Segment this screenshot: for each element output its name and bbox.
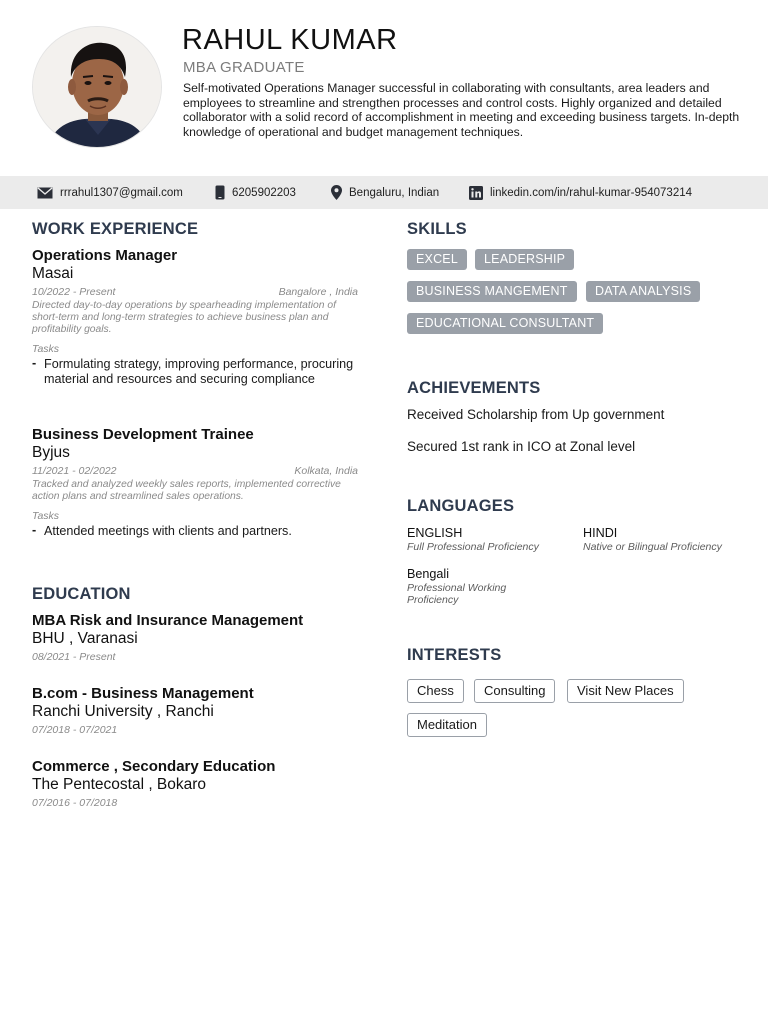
task-item: - Attended meetings with clients and partners.: [32, 524, 362, 539]
education-entry: [32, 685, 362, 736]
languages-heading: LANGUAGES: [407, 497, 515, 515]
degree-title: MBA Risk and Insurance Management: [32, 612, 304, 629]
achievements-heading: ACHIEVEMENTS: [407, 379, 541, 397]
language-name: Bengali: [407, 567, 450, 581]
job-description: Directed day-to-day operations by spearheading implementation of short-term and long-term strategies to achieve business plan and profitability goals.: [32, 300, 336, 335]
phone-text: 6205902203: [232, 186, 296, 199]
job-location: Kolkata, India: [294, 465, 358, 477]
interest-tag: Chess: [407, 679, 464, 703]
profile-photo: [32, 26, 162, 148]
skill-tag: BUSINESS MANGEMENT: [407, 281, 577, 302]
email-text: rrrahul1307@gmail.com: [60, 186, 183, 199]
language-proficiency: Native or Bilingual Proficiency: [583, 541, 722, 553]
candidate-title: MBA GRADUATE: [183, 59, 305, 76]
interest-tag: Consulting: [474, 679, 555, 703]
education-dates: 07/2016 - 07/2018: [32, 797, 118, 809]
language-name: HINDI: [583, 526, 618, 540]
job-dates: 10/2022 - Present: [32, 286, 116, 298]
work-experience-heading: WORK EXPERIENCE: [32, 220, 199, 238]
education-entry: [32, 612, 362, 663]
job-entry: [32, 247, 362, 387]
contact-linkedin[interactable]: [469, 176, 692, 209]
contact-location: [331, 176, 439, 209]
tasks-label: Tasks: [32, 343, 60, 355]
job-meta: [32, 465, 362, 479]
language-item: [583, 526, 753, 553]
linkedin-text: linkedin.com/in/rahul-kumar-954073214: [490, 186, 693, 199]
education-entry: [32, 758, 362, 809]
language-proficiency: Professional Working Proficiency: [407, 582, 507, 606]
person-portrait-icon: [33, 27, 162, 148]
institution: The Pentecostal , Bokaro: [32, 776, 207, 793]
professional-summary: Self-motivated Operations Manager successful in collaborating with consultants, area leaders and employees to streamline and strengthen processes and control costs. Highly organized and detailed collaborator with a solid record of accomplishment in meeting and exceeding business targets. In-depth knowledge of operational and budget management techniques.: [183, 81, 740, 139]
job-title: Operations Manager: [32, 247, 178, 264]
job-title: Business Development Trainee: [32, 426, 254, 443]
language-name: ENGLISH: [407, 526, 463, 540]
institution: Ranchi University , Ranchi: [32, 703, 214, 720]
skill-tag: LEADERSHIP: [475, 249, 574, 270]
institution: BHU , Varanasi: [32, 630, 138, 647]
contact-email[interactable]: [37, 176, 183, 209]
candidate-name: RAHUL KUMAR: [182, 24, 398, 56]
tasks-label: Tasks: [32, 510, 60, 522]
language-item: [407, 567, 527, 606]
job-entry: [32, 426, 362, 539]
education-dates: 07/2018 - 07/2021: [32, 724, 118, 736]
job-company: Masai: [32, 265, 74, 282]
skill-tag: EDUCATIONAL CONSULTANT: [407, 313, 603, 334]
linkedin-icon: [469, 186, 483, 200]
contact-bar: [0, 176, 768, 209]
job-location: Bangalore , India: [278, 286, 358, 298]
location-text: Bengaluru, Indian: [349, 186, 440, 199]
degree-title: B.com - Business Management: [32, 685, 254, 702]
job-meta: [32, 286, 362, 300]
interests-heading: INTERESTS: [407, 646, 502, 664]
job-description: Tracked and analyzed weekly sales reports, implemented corrective action plans and streamlined sales operations.: [32, 479, 341, 502]
phone-icon: [215, 185, 225, 200]
location-pin-icon: [331, 185, 342, 200]
education-dates: 08/2021 - Present: [32, 651, 116, 663]
mail-icon: [37, 187, 53, 199]
education-heading: EDUCATION: [32, 585, 131, 603]
interest-tag: Visit New Places: [567, 679, 684, 703]
job-company: Byjus: [32, 444, 70, 461]
task-item: - Formulating strategy, improving performance, procuring material and resources and securing compliance: [32, 357, 362, 387]
job-dates: 11/2021 - 02/2022: [32, 465, 117, 477]
contact-phone[interactable]: [215, 176, 296, 209]
interest-tag: Meditation: [407, 713, 487, 737]
left-column: [32, 220, 362, 809]
achievement-item: Received Scholarship from Up government: [407, 407, 665, 422]
language-item: [407, 526, 577, 553]
skills-heading: SKILLS: [407, 220, 467, 238]
skill-tag: EXCEL: [407, 249, 467, 270]
skill-tag: DATA ANALYSIS: [586, 281, 700, 302]
resume-header: [0, 0, 768, 176]
achievement-item: Secured 1st rank in ICO at Zonal level: [407, 439, 636, 454]
degree-title: Commerce , Secondary Education: [32, 758, 276, 775]
language-proficiency: Full Professional Proficiency: [407, 541, 539, 553]
